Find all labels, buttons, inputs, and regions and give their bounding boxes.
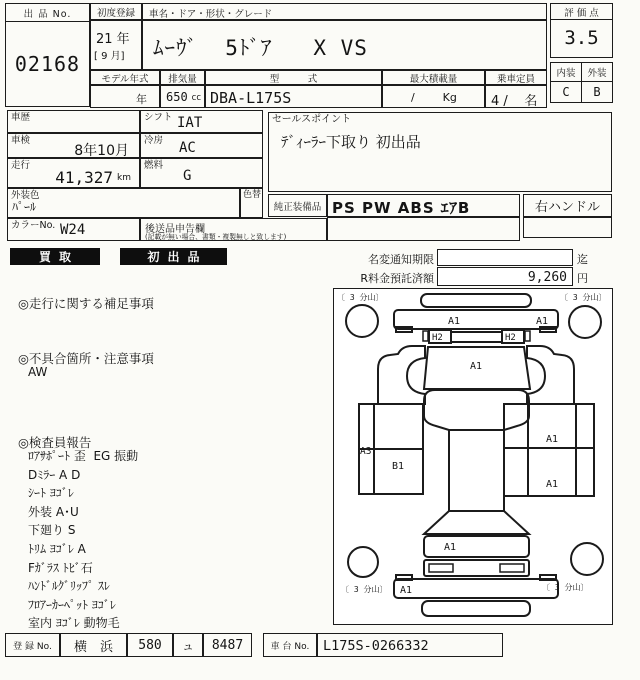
report-line: ｼｰﾄ ﾖｺﾞﾚ [28,486,74,501]
left-pillar-mirror [378,346,425,404]
inspection-cell [7,133,140,158]
report-line: Dﾐﾗｰ A D [28,467,81,482]
damage-code-front-bumper-right: A1 [536,316,549,327]
rear-gate [424,536,529,557]
exterior-color-value: ﾊﾟｰﾙ [12,200,37,214]
registration-no-label: 登 録 No. [5,633,60,657]
shift-cell [140,110,263,133]
report-line: Fｶﾞﾗｽ ﾄﾋﾞ石 [28,560,93,575]
color-no-label: カラーNo. [11,220,56,231]
model-year-cell [90,85,160,108]
score-value: 3.5 [564,27,599,49]
defects-value: AW [28,365,48,379]
mileage-cell [7,158,140,188]
color-change-label: 色替 [243,190,262,200]
shift-value: IAT [177,115,203,131]
displacement-cell [160,85,205,108]
damage-code-rear-gate: A1 [444,542,457,553]
capacity-label: 乗車定員 [485,70,547,85]
rear-light-left [429,564,453,572]
rear-window [424,511,529,534]
history-label: 車歴 [11,112,31,123]
deposit-value: 9,260 [527,270,567,285]
windshield [424,390,529,430]
equipment-label: 純正装備品 [268,194,327,217]
front-bumper-top [421,294,531,307]
driving-notes-title: ◎走行に関する補足事項 [18,296,154,311]
max-load-value: / Kg [411,91,457,104]
report-line: ﾛｱｻﾎﾟｰﾄ 歪 EG 振動 [28,449,139,463]
ac-label: 冷房 [144,135,164,146]
fuel-cell [140,158,263,188]
first-registration-label: 初度登録 [90,3,142,20]
capacity-cell [485,85,547,108]
fuel-label: 燃料 [144,160,164,171]
report-line: 外装 A･U [28,504,79,519]
rear-bumper [394,579,558,598]
damage-code-left-door: B1 [392,461,405,472]
tire-front-right [569,306,601,338]
first-registration-year: 21 年 [96,32,130,47]
chassis-no-value: L175S-0266332 [323,638,429,654]
front-bumper [394,310,558,329]
interior-grade-label: 内装 [550,62,582,82]
damage-code-front-bumper-center: A1 [448,316,461,327]
model-code-value: DBA-L175S [210,89,292,107]
tire-rear-left [348,547,378,577]
damage-code-right-quarter: A1 [546,479,559,490]
equipment-value: PS PW ABS ｴｱB [332,199,471,217]
registration-number: 8487 [203,633,252,657]
damage-code-right-door-upper: A1 [546,434,559,445]
car-name-header-cell [142,3,547,20]
score-cell [550,3,613,58]
color-no-cell [7,218,140,241]
score-label: 評 価 点 [551,4,612,20]
exterior-color-label: 外装色 [11,190,40,201]
report-line: ﾌﾛｱｰｶｰﾍﾟｯﾄ ﾖｺﾞﾚ [28,597,116,612]
registration-kana: ュ [173,633,203,657]
chassis-no-label: 車 台 No. [263,633,317,657]
exterior-grade-value: B [581,81,613,103]
report-line: ﾄﾘﾑ ﾖｺﾞﾚ A [28,541,86,556]
lot-number-label: 出 品 No. [6,4,89,22]
color-no-value: W24 [60,222,86,238]
deposit-unit: 円 [577,272,588,285]
report-line: 下廻り S [28,523,76,538]
equipment-cell [327,194,520,217]
sales-point-value: ﾃﾞｨｰﾗｰ下取り 初出品 [281,133,421,151]
tread-label-front-right: 〔 3 分山〕 [560,293,607,302]
displacement-unit: cc [191,93,201,103]
chassis-no-cell [317,633,503,657]
registration-area: 横 浜 [60,633,127,657]
inspector-report-title: ◎検査員報告 [18,435,92,450]
lot-number-cell [5,3,90,107]
deposit-label: R料金預託済額 [360,272,434,285]
exterior-color-cell [7,188,240,218]
tire-rear-right [571,543,603,575]
inspection-label: 車検 [11,135,31,146]
model-code-label: 型 式 [205,70,382,85]
rear-light-bar [424,560,529,576]
rear-light-right [500,564,524,572]
tread-label-rear-left: 〔 3 分山〕 [341,585,388,594]
damage-code-headlight-right: H2 [505,333,516,343]
color-change-cell [240,188,263,218]
displacement-value: 650 [166,90,188,104]
history-cell [7,110,140,133]
defects-title: ◎不具合箇所・注意事項 [18,351,154,366]
name-change-deadline-box [437,249,573,266]
handle-extra-cell [523,217,612,238]
first-registration-cell [90,20,142,70]
max-load-cell [382,85,485,108]
mileage-label: 走行 [11,160,31,171]
name-change-deadline-unit: 迄 [577,253,588,266]
capacity-value: 4 / 名 [491,94,538,109]
mileage-value: 41,327 [55,168,113,187]
headlight-cap-right [525,331,530,341]
tread-label-front-left: 〔 3 分山〕 [337,293,384,302]
right-pillar-mirror [527,346,574,404]
registration-class: 580 [127,633,173,657]
later-items-cell [140,218,327,241]
car-outline-drawing [334,289,611,623]
later-items-label: 後送品申告欄 [145,224,205,235]
mileage-unit: km [117,173,131,183]
tread-label-rear-right: 〔 3 分山〕 [542,583,589,592]
report-line: ﾊﾝﾄﾞﾙｸﾞﾘｯﾌﾟ ｽﾚ [28,579,110,594]
exterior-grade-label: 外装 [581,62,613,82]
damage-code-hood: A1 [470,361,483,372]
roof [449,430,504,511]
first-registration-month: [ 9 月] [94,51,125,62]
interior-grade-value: C [550,81,582,103]
ac-cell [140,133,263,158]
equipment-extra-cell [327,217,520,241]
max-load-label: 最大積載量 [382,70,485,85]
car-name-value: ﾑｰｳﾞ 5ﾄﾞｱ X VS [153,36,368,60]
ac-value: AC [179,140,196,156]
tire-front-left [346,305,378,337]
damage-code-left-rocker: A3 [360,446,372,457]
model-year-value: 年 [136,93,147,106]
name-change-deadline-label: 名変通知期限 [368,253,434,266]
sales-point-label: セールスポイント [272,114,352,125]
displacement-label: 排気量 [160,70,205,85]
buyout-badge: 買取 [10,248,100,265]
deposit-box [437,267,573,286]
model-code-cell [205,85,382,108]
lot-number-value: 02168 [14,51,81,76]
damage-code-headlight-left: H2 [432,333,443,343]
inspection-value: 8年10月 [74,143,129,159]
report-line: 室内 ﾖｺﾞﾚ 動物毛 [28,616,120,631]
model-year-label: モデル年式 [90,70,160,85]
handle-position: 右ハンドル [523,194,612,217]
rear-bumper-corner-right [540,575,556,580]
rear-bumper-corner-left [396,575,412,580]
damage-diagram [333,288,613,625]
rear-bumper-bottom [422,601,530,616]
headlight-cap-left [423,331,428,341]
later-items-note: (記載が無い場合、書類・複製無しと致します) [145,233,287,241]
front-grille [451,332,502,342]
fuel-value: G [183,168,192,184]
car-name-label: 車名・ドア・形状・グレード [149,9,273,20]
car-name-cell [142,20,547,70]
first-listing-badge: 初出品 [120,248,227,265]
sales-point-cell [268,112,612,192]
damage-code-rear-bumper: A1 [400,585,413,596]
inspector-report-list [28,447,138,633]
shift-label: シフト [144,112,173,123]
